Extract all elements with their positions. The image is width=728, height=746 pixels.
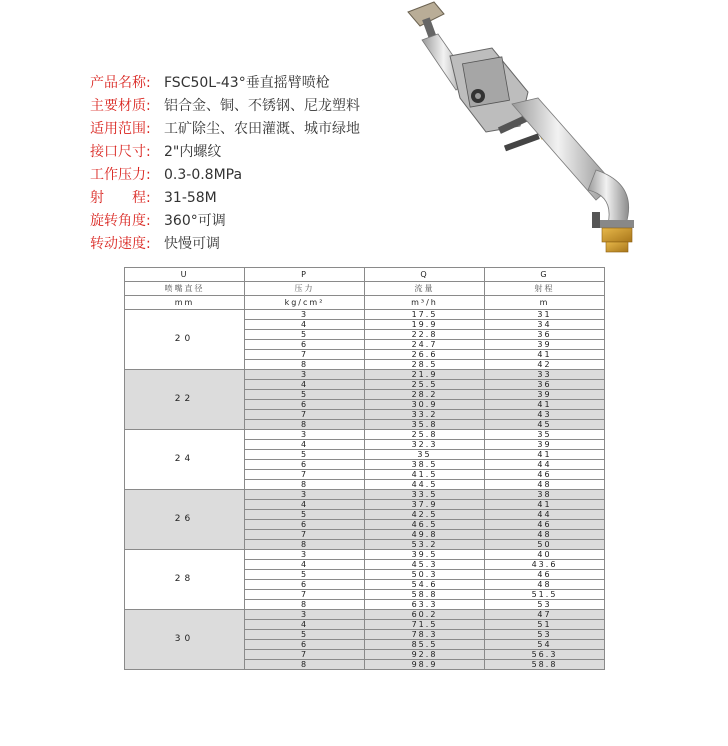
range-cell: 46 — [485, 470, 605, 480]
table-row — [125, 370, 605, 380]
flow-cell: 53.2 — [365, 540, 485, 550]
pressure-cell: 4 — [245, 620, 365, 630]
range-cell: 56.3 — [485, 650, 605, 660]
range-cell: 39 — [485, 390, 605, 400]
flow-cell: 71.5 — [365, 620, 485, 630]
spec-label: 产品名称: — [90, 75, 151, 91]
pressure-cell: 4 — [245, 560, 365, 570]
pressure-cell: 8 — [245, 480, 365, 490]
spec-application — [90, 118, 360, 141]
spec-value: 31-58M — [164, 190, 217, 206]
col-name-flow: 流量 — [365, 282, 485, 296]
table-row — [125, 550, 605, 560]
col-letter-q: Q — [365, 268, 485, 282]
flow-cell: 92.8 — [365, 650, 485, 660]
pressure-cell: 8 — [245, 360, 365, 370]
flow-cell: 25.5 — [365, 380, 485, 390]
range-cell: 48 — [485, 580, 605, 590]
spec-label: 适用范围: — [90, 121, 151, 137]
pressure-cell: 5 — [245, 330, 365, 340]
pressure-cell: 5 — [245, 570, 365, 580]
flow-cell: 63.3 — [365, 600, 485, 610]
flow-cell: 33.5 — [365, 490, 485, 500]
flow-cell: 25.8 — [365, 430, 485, 440]
flow-cell: 45.3 — [365, 560, 485, 570]
flow-cell: 28.5 — [365, 360, 485, 370]
flow-cell: 44.5 — [365, 480, 485, 490]
pressure-cell: 3 — [245, 430, 365, 440]
table-row — [125, 430, 605, 440]
flow-cell: 22.8 — [365, 330, 485, 340]
range-cell: 51.5 — [485, 590, 605, 600]
range-cell: 38 — [485, 490, 605, 500]
nozzle-diameter-cell: 26 — [125, 490, 245, 550]
spec-value: 工矿除尘、农田灌溉、城市绿地 — [164, 121, 360, 137]
pressure-cell: 4 — [245, 500, 365, 510]
flow-cell: 17.5 — [365, 310, 485, 320]
flow-cell: 50.3 — [365, 570, 485, 580]
header-names-row — [125, 282, 605, 296]
spec-value: 铝合金、铜、不锈钢、尼龙塑料 — [164, 98, 360, 114]
flow-cell: 30.9 — [365, 400, 485, 410]
range-cell: 33 — [485, 370, 605, 380]
pressure-cell: 4 — [245, 320, 365, 330]
spec-value: 0.3-0.8MPa — [164, 167, 243, 183]
flow-cell: 78.3 — [365, 630, 485, 640]
pressure-cell: 5 — [245, 630, 365, 640]
spec-connection — [90, 141, 360, 164]
range-cell: 41 — [485, 500, 605, 510]
table-row — [125, 310, 605, 320]
flow-cell: 35 — [365, 450, 485, 460]
pressure-cell: 3 — [245, 370, 365, 380]
table-row — [125, 610, 605, 620]
pressure-cell: 7 — [245, 650, 365, 660]
range-cell: 46 — [485, 520, 605, 530]
pressure-cell: 8 — [245, 600, 365, 610]
product-specs — [90, 72, 360, 256]
pressure-cell: 7 — [245, 530, 365, 540]
range-cell: 34 — [485, 320, 605, 330]
spray-gun-image — [400, 0, 660, 260]
range-cell: 45 — [485, 420, 605, 430]
pressure-cell: 8 — [245, 540, 365, 550]
flow-cell: 98.9 — [365, 660, 485, 670]
spec-value: 2"内螺纹 — [164, 144, 222, 160]
spec-rotation-angle — [90, 210, 360, 233]
flow-cell: 42.5 — [365, 510, 485, 520]
pressure-cell: 8 — [245, 660, 365, 670]
spec-value: FSC50L-43°垂直摇臂喷枪 — [164, 75, 330, 91]
spec-value: 快慢可调 — [164, 236, 220, 252]
flow-cell: 39.5 — [365, 550, 485, 560]
range-cell: 51 — [485, 620, 605, 630]
range-cell: 42 — [485, 360, 605, 370]
range-cell: 41 — [485, 400, 605, 410]
range-cell: 36 — [485, 380, 605, 390]
nozzle-diameter-cell: 20 — [125, 310, 245, 370]
col-letter-u: U — [125, 268, 245, 282]
range-cell: 39 — [485, 340, 605, 350]
flow-cell: 26.6 — [365, 350, 485, 360]
range-cell: 39 — [485, 440, 605, 450]
pressure-cell: 6 — [245, 520, 365, 530]
flow-cell: 21.9 — [365, 370, 485, 380]
pressure-cell: 3 — [245, 550, 365, 560]
spec-label: 接口尺寸: — [90, 144, 151, 160]
flow-cell: 60.2 — [365, 610, 485, 620]
range-cell: 40 — [485, 550, 605, 560]
col-letter-g: G — [485, 268, 605, 282]
flow-cell: 85.5 — [365, 640, 485, 650]
nozzle-diameter-cell: 28 — [125, 550, 245, 610]
col-letter-p: P — [245, 268, 365, 282]
range-cell: 35 — [485, 430, 605, 440]
range-cell: 48 — [485, 530, 605, 540]
col-unit-kg-cm2: kg/cm² — [245, 296, 365, 310]
spec-product-name — [90, 72, 360, 95]
spec-label: 射 程: — [90, 190, 151, 206]
nozzle-diameter-cell: 30 — [125, 610, 245, 670]
range-cell: 50 — [485, 540, 605, 550]
spec-pressure — [90, 164, 360, 187]
flow-cell: 37.9 — [365, 500, 485, 510]
spec-label: 工作压力: — [90, 167, 151, 183]
range-cell: 54 — [485, 640, 605, 650]
flow-cell: 54.6 — [365, 580, 485, 590]
pressure-cell: 4 — [245, 440, 365, 450]
col-unit-m3h: m³/h — [365, 296, 485, 310]
flow-cell: 58.8 — [365, 590, 485, 600]
performance-table — [124, 267, 605, 670]
pressure-cell: 6 — [245, 400, 365, 410]
pressure-cell: 7 — [245, 470, 365, 480]
col-unit-mm: mm — [125, 296, 245, 310]
range-cell: 41 — [485, 450, 605, 460]
flow-cell: 41.5 — [365, 470, 485, 480]
col-unit-m: m — [485, 296, 605, 310]
nozzle-diameter-cell: 22 — [125, 370, 245, 430]
pressure-cell: 5 — [245, 390, 365, 400]
table-row — [125, 490, 605, 500]
pressure-cell: 6 — [245, 340, 365, 350]
range-cell: 44 — [485, 460, 605, 470]
spec-material — [90, 95, 360, 118]
flow-cell: 38.5 — [365, 460, 485, 470]
col-name-nozzle-diameter: 喷嘴直径 — [125, 282, 245, 296]
range-cell: 48 — [485, 480, 605, 490]
flow-cell: 35.8 — [365, 420, 485, 430]
range-cell: 41 — [485, 350, 605, 360]
spec-range — [90, 187, 360, 210]
pressure-cell: 3 — [245, 490, 365, 500]
range-cell: 53 — [485, 630, 605, 640]
pressure-cell: 8 — [245, 420, 365, 430]
range-cell: 43 — [485, 410, 605, 420]
range-cell: 31 — [485, 310, 605, 320]
spec-label: 主要材质: — [90, 98, 151, 114]
range-cell: 36 — [485, 330, 605, 340]
flow-cell: 33.2 — [365, 410, 485, 420]
pressure-cell: 7 — [245, 350, 365, 360]
spec-rotation-speed — [90, 233, 360, 256]
range-cell: 58.8 — [485, 660, 605, 670]
col-name-range: 射程 — [485, 282, 605, 296]
spec-value: 360°可调 — [164, 213, 226, 229]
pressure-cell: 6 — [245, 460, 365, 470]
nozzle-diameter-cell: 24 — [125, 430, 245, 490]
col-name-pressure: 压力 — [245, 282, 365, 296]
pressure-cell: 5 — [245, 450, 365, 460]
pressure-cell: 3 — [245, 610, 365, 620]
table-body — [125, 310, 605, 670]
flow-cell: 28.2 — [365, 390, 485, 400]
pressure-cell: 4 — [245, 380, 365, 390]
pressure-cell: 7 — [245, 410, 365, 420]
pressure-cell: 5 — [245, 510, 365, 520]
flow-cell: 32.3 — [365, 440, 485, 450]
pressure-cell: 6 — [245, 580, 365, 590]
flow-cell: 46.5 — [365, 520, 485, 530]
pressure-cell: 6 — [245, 640, 365, 650]
spec-label: 旋转角度: — [90, 213, 151, 229]
flow-cell: 24.7 — [365, 340, 485, 350]
range-cell: 44 — [485, 510, 605, 520]
range-cell: 53 — [485, 600, 605, 610]
spec-label: 转动速度: — [90, 236, 151, 252]
flow-cell: 49.8 — [365, 530, 485, 540]
range-cell: 46 — [485, 570, 605, 580]
header-letters-row — [125, 268, 605, 282]
flow-cell: 19.9 — [365, 320, 485, 330]
pressure-cell: 3 — [245, 310, 365, 320]
range-cell: 43.6 — [485, 560, 605, 570]
range-cell: 47 — [485, 610, 605, 620]
pressure-cell: 7 — [245, 590, 365, 600]
header-units-row — [125, 296, 605, 310]
